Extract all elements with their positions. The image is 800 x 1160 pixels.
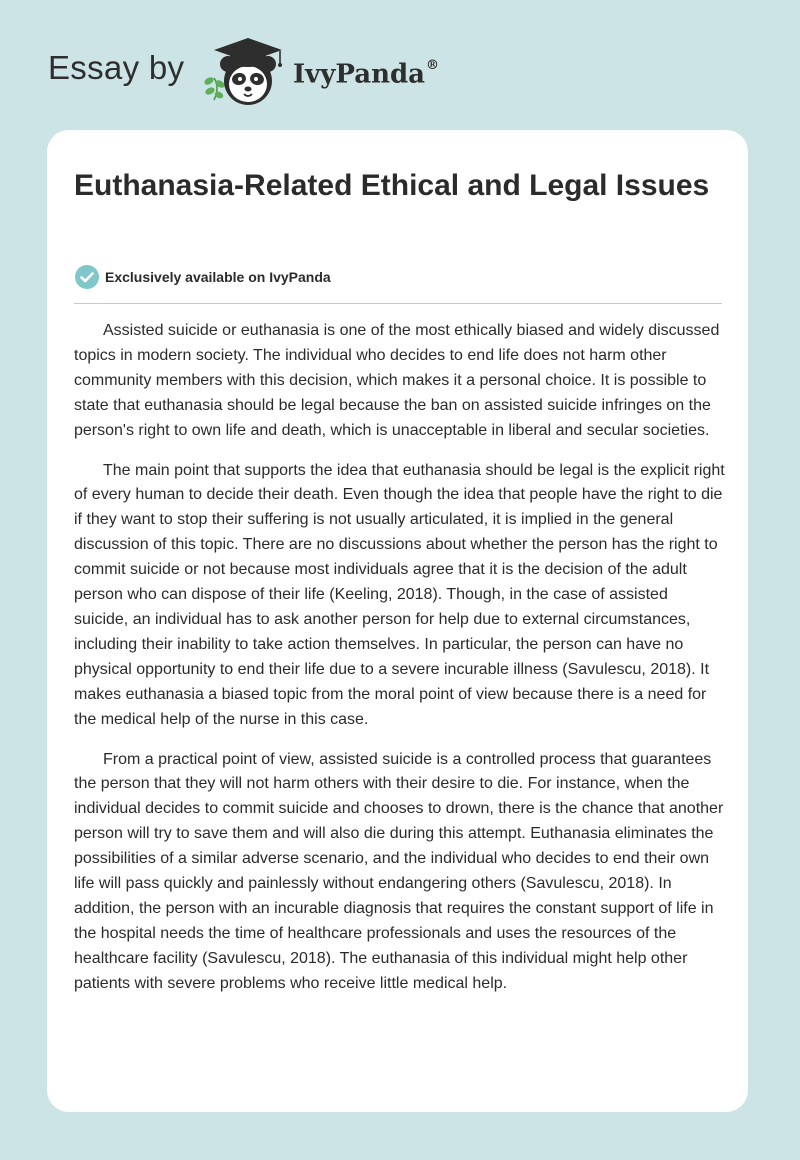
- divider: [74, 303, 722, 304]
- paragraph: The main point that supports the idea that euthanasia should be legal is the explicit right of every human to decide their death. Even though the idea that people have the right to die if they want to stop their suffering is not usually articulated, it is implied in the general discussion of this topic. There are no discussions about whether the person has the right to commit suicide or not because most individuals agree that it is the decision of the adult person who can dispose of their life (Keeling, 2018). Though, in the case of assisted suicide, an individual has to ask another person for help due to external circumstances, including their inability to take action themselves. In particular, the person can have no physical opportunity to end their life due to a severe incurable illness (Savulescu, 2018). It makes euthanasia a biased topic from the moral point of view because there is a need for the medical help of the nurse in this case.: [74, 461, 725, 728]
- brand-name[interactable]: [293, 52, 439, 93]
- article-title: Euthanasia-Related Ethical and Legal Issues: [74, 169, 710, 202]
- badge-text: Exclusively available on IvyPanda: [105, 269, 331, 285]
- brand-name-text: IvyPanda: [293, 59, 426, 90]
- check-circle-icon: [74, 264, 100, 290]
- registered-mark: ®: [426, 58, 440, 73]
- paragraph: From a practical point of view, assisted suicide is a controlled process that guarantees the person that they will not harm others with their desire to die. For instance, when the individual decides to commit suicide and chooses to drown, there is the chance that another person will try to save them and will also die during this attempt. Euthanasia eliminates the possibilities of a similar adverse scenario, and the individual who decides to end their own life will pass quickly and painlessly without endangering others (Savulescu, 2018). In addition, the person with an incurable diagnosis that requires the constant support of life in the hospital needs the time of healthcare professionals and uses the resources of the healthcare facility (Savulescu, 2018). The euthanasia of this individual might help other patients with severe problems who receive little medical help.: [74, 750, 724, 992]
- leaf-icon: [203, 76, 226, 100]
- brand-prefix: Essay by: [48, 49, 185, 86]
- article-body: [74, 319, 726, 1012]
- panda-graduate-icon[interactable]: [200, 34, 294, 110]
- paragraph: Assisted suicide or euthanasia is one of the most ethically biased and widely discussed topics in modern society. The individual who decides to end life does not harm other community members with this decision, which makes it a personal choice. It is possible to state that euthanasia should be legal because the ban on assisted suicide infringes on the person's right to own life and death, which is unacceptable in liberal and secular societies.: [74, 322, 720, 439]
- site-header: [0, 0, 800, 130]
- exclusive-badge: [74, 264, 331, 290]
- article-card: [47, 130, 748, 1112]
